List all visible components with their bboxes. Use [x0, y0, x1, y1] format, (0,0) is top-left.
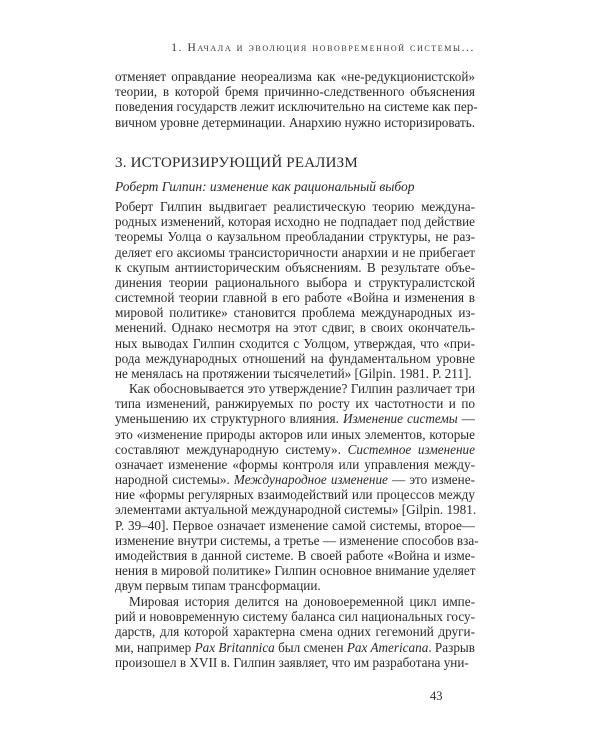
- text-line: [115, 442, 475, 458]
- text-line: [115, 594, 475, 610]
- text-line: [115, 411, 475, 427]
- text: теоремы Уолца о каузальном преобладании структуры, не раз-: [115, 229, 475, 245]
- text: был сменен: [274, 639, 347, 655]
- text-line: [115, 275, 475, 291]
- text: рий и нововременную систему баланса сил национальных госу-: [115, 609, 475, 625]
- text: деляет его аксиомы трансисторичности анархии и не прибегает: [115, 244, 475, 260]
- text: —: [457, 411, 475, 427]
- text-line: [115, 487, 475, 503]
- text: это «изменение природы акторов или иных элементов, которые: [115, 426, 475, 442]
- text-line: [115, 214, 475, 230]
- text: ми, например: [115, 639, 195, 655]
- text: Как обосновывается это утверждение? Гилпин различает три: [129, 381, 475, 396]
- italic-text: Системное изменение: [347, 441, 475, 457]
- subsection-heading: Роберт Гилпин: изменение как рациональный выбор: [115, 179, 415, 194]
- text: менений. Однако несмотря на этот сдвиг, в своих окончатель-: [115, 320, 475, 336]
- running-head: 1. Начала и эволюция нововременной системы...: [171, 42, 475, 54]
- text: отменяет оправдание неореализма как «не-редукционистской»: [115, 69, 475, 84]
- text: Роберт Гилпин выдвигает реалистическую теорию междуна-: [115, 199, 475, 214]
- text-line: [115, 366, 475, 382]
- text-line: [115, 320, 475, 336]
- text: элементами актуальной международной системы» [Gilpin. 1981.: [115, 502, 477, 518]
- text: теории, в которой бремя причинно-следственного объяснения: [115, 84, 475, 100]
- text-line: [115, 69, 475, 85]
- text-line: [115, 351, 475, 367]
- section-heading: 3. ИСТОРИЗИРУЮЩИЙ РЕАЛИЗМ: [115, 155, 358, 171]
- text-line: [115, 563, 475, 579]
- text-line: [115, 548, 475, 564]
- text-line: [115, 427, 475, 443]
- text: мировой политике» становится проблема международных из-: [115, 305, 475, 321]
- text: имодействия в данной системе. В своей работе «Война и изме-: [115, 547, 475, 563]
- text-line: [115, 532, 479, 549]
- text-line: [115, 381, 475, 397]
- text: дарств, для которой характерна смена одних гегемоний други-: [115, 624, 475, 640]
- text: двум первым типам трансформации.: [115, 578, 321, 594]
- text-line: [115, 84, 475, 100]
- text-line: [115, 290, 475, 306]
- text: . Разрыв: [428, 639, 475, 655]
- text: ных выводах Гилпин сходится с Уолцом, утверждая, что «при-: [115, 335, 475, 351]
- text-line: [115, 305, 475, 321]
- text-line: [115, 336, 475, 352]
- text-line: [115, 99, 478, 115]
- text: типа изменений, ранжируемых по росту их частотности и по: [115, 396, 475, 412]
- text: Мировая история делится на доновоеременной цикл импе-: [129, 594, 475, 609]
- text: рода международных отношений на фундаментальном уровне: [115, 350, 475, 366]
- text-line: [115, 609, 475, 625]
- text: составляют международную систему».: [115, 441, 348, 457]
- italic-text: Pax Britannica: [194, 639, 275, 655]
- italic-text: Pax Americana: [346, 639, 429, 655]
- italic-text: Международное изменение: [233, 472, 388, 488]
- text-line: [115, 655, 475, 671]
- text: не менялась на протяжении тысячелетий» [Gilpin. 1981. P. 211].: [115, 365, 472, 381]
- text-line: [115, 640, 475, 656]
- text-line: [115, 260, 475, 276]
- text: ние «формы регулярных взаимодействий или процессов между: [115, 487, 475, 503]
- text-line: [115, 502, 475, 518]
- text: P. 39–40]. Первое означает изменение самой системы, второе—: [115, 517, 475, 533]
- text: — это измене-: [387, 472, 475, 488]
- text: уменьшению их структурного влияния.: [115, 411, 343, 427]
- text: произошел в XVII в. Гилпин заявляет, что им разработана уни-: [115, 654, 469, 670]
- text: нения в мировой политике» Гилпин основное внимание уделяет: [115, 563, 476, 579]
- text: системной теории главной в его работе «Война и изменения в: [115, 290, 475, 306]
- text: динения теории рационального выбора и структуралистской: [115, 274, 475, 290]
- text-line: [115, 457, 475, 473]
- text: родных изменений, которая исходно не подпадает под действие: [115, 214, 475, 230]
- text: вичном уровне детерминации. Анархию нужно историзировать.: [115, 114, 476, 130]
- text-line: [115, 245, 475, 261]
- text-line: [115, 396, 475, 412]
- text-line: [115, 472, 475, 488]
- text-line: [115, 624, 475, 640]
- text: поведения государств лежит исключительно на системе как пер-: [115, 99, 478, 115]
- text: означает изменение «формы контроля или управления между-: [115, 456, 475, 472]
- text-line: [115, 518, 475, 534]
- text-line: [115, 199, 475, 215]
- italic-text: Изменение системы: [342, 411, 458, 427]
- text-line: [115, 229, 475, 245]
- text-line: [115, 578, 475, 594]
- text: изменение внутри системы, а третье — изменение способов вза-: [115, 532, 479, 548]
- text-line: [115, 115, 475, 131]
- text: к скупым антиисторическим объяснениям. В результате объе-: [115, 259, 475, 275]
- page-number: 43: [430, 689, 443, 703]
- text: народной системы».: [115, 472, 234, 488]
